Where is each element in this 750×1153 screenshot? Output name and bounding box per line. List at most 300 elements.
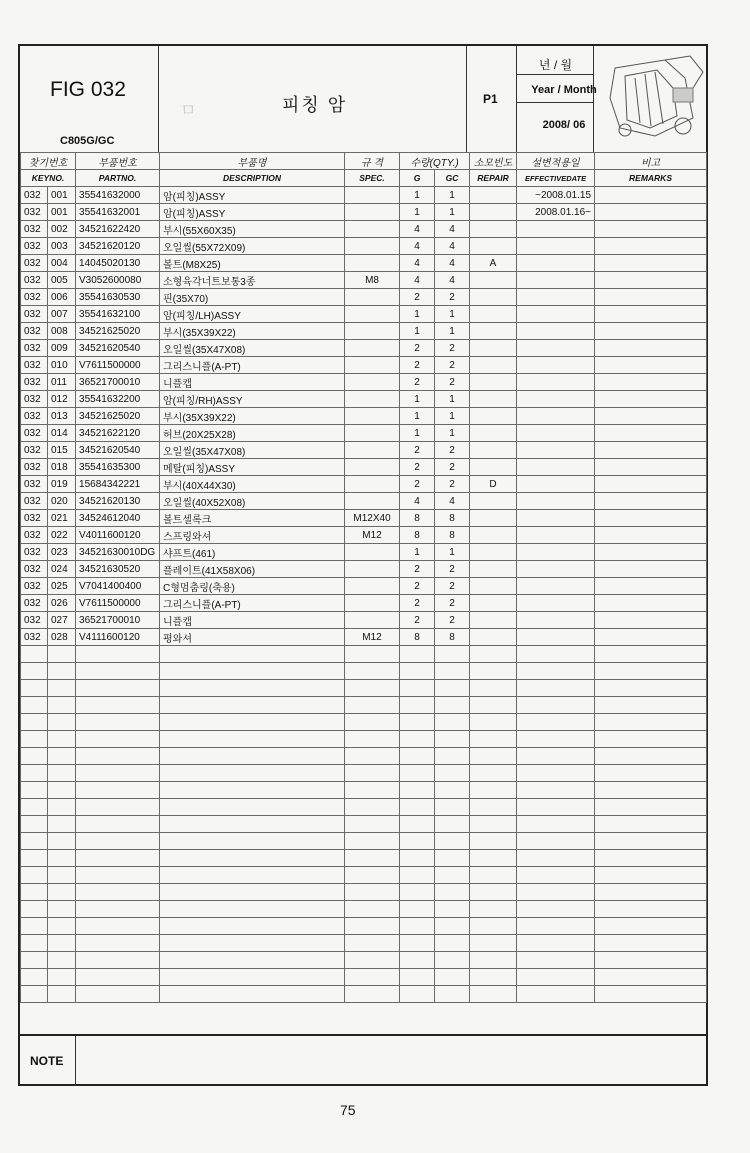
cell-g: [400, 731, 435, 748]
cell-rem: [595, 901, 707, 918]
blank-row: [21, 867, 707, 884]
cell-spec: [345, 238, 400, 255]
cell-eff: [517, 272, 595, 289]
blank-row: [21, 697, 707, 714]
cell-g: [400, 935, 435, 952]
cell-spec: [345, 306, 400, 323]
col-rem-kr: 비고: [595, 153, 707, 170]
cell-eff: [517, 714, 595, 731]
cell-desc: [160, 731, 345, 748]
col-qty-kr: 수량(QTY.): [400, 153, 470, 170]
cell-gc: 4: [435, 272, 470, 289]
col-partno-kr: 부품번호: [76, 153, 160, 170]
cell-repair: D: [470, 476, 517, 493]
cell-key: 001: [48, 187, 76, 204]
cell-desc: [160, 867, 345, 884]
cell-g: 2: [400, 578, 435, 595]
cell-gc: 2: [435, 595, 470, 612]
cell-repair: [470, 510, 517, 527]
cell-part: 35541630530: [76, 289, 160, 306]
cell-eff: [517, 748, 595, 765]
cell-repair: [470, 561, 517, 578]
cell-part: [76, 867, 160, 884]
cell-desc: 부시(55X60X35): [160, 221, 345, 238]
cell-key: [48, 782, 76, 799]
cell-key: 010: [48, 357, 76, 374]
cell-spec: [345, 663, 400, 680]
cell-gc: 4: [435, 255, 470, 272]
cell-gc: 2: [435, 561, 470, 578]
blank-row: [21, 799, 707, 816]
year-month-en: Year / Month: [531, 84, 597, 96]
cell-eff: [517, 952, 595, 969]
cell-repair: [470, 952, 517, 969]
cell-part: V4011600120: [76, 527, 160, 544]
cell-desc: 암(피칭)ASSY: [160, 204, 345, 221]
cell-rem: [595, 374, 707, 391]
blank-row: [21, 663, 707, 680]
cell-part: [76, 782, 160, 799]
cell-eff: [517, 306, 595, 323]
cell-desc: [160, 935, 345, 952]
cell-rem: [595, 663, 707, 680]
table-row: [21, 340, 707, 357]
cell-spec: [345, 986, 400, 1003]
cell-eff: [517, 578, 595, 595]
cell-g: 2: [400, 357, 435, 374]
cell-gc: 1: [435, 544, 470, 561]
cell-spec: [345, 204, 400, 221]
table-row: [21, 255, 707, 272]
col-desc-en: DESCRIPTION: [160, 170, 345, 187]
cell-part: [76, 714, 160, 731]
cell-part: [76, 986, 160, 1003]
cell-spec: [345, 697, 400, 714]
cell-fig: [21, 748, 48, 765]
col-repair-kr: 소모빈도: [470, 153, 517, 170]
cell-g: 2: [400, 374, 435, 391]
cell-gc: 1: [435, 408, 470, 425]
cell-g: [400, 646, 435, 663]
cell-part: 14045020130: [76, 255, 160, 272]
cell-part: 34521622420: [76, 221, 160, 238]
cell-part: 34524612040: [76, 510, 160, 527]
cell-desc: 허브(20X25X28): [160, 425, 345, 442]
part-group-name: 피칭 암: [282, 95, 348, 115]
cell-repair: [470, 442, 517, 459]
cell-repair: [470, 187, 517, 204]
table-row: [21, 289, 707, 306]
cell-gc: [435, 867, 470, 884]
cell-spec: [345, 578, 400, 595]
cell-key: 028: [48, 629, 76, 646]
col-keyno-kr: 찾기번호: [21, 153, 76, 170]
fig-number: FIG 032: [50, 78, 126, 101]
cell-fig: [21, 816, 48, 833]
col-rem-en: REMARKS: [595, 170, 707, 187]
cell-gc: [435, 697, 470, 714]
cell-part: [76, 935, 160, 952]
cell-key: 001: [48, 204, 76, 221]
cell-desc: 오일씰(35X47X08): [160, 442, 345, 459]
blank-row: [21, 748, 707, 765]
cell-gc: 2: [435, 340, 470, 357]
cell-desc: [160, 748, 345, 765]
cell-gc: 2: [435, 459, 470, 476]
cell-fig: [21, 952, 48, 969]
cell-eff: [517, 765, 595, 782]
cell-desc: C형멈춤링(축용): [160, 578, 345, 595]
bleed-through-text: ㅁ: [180, 101, 197, 120]
cell-key: [48, 765, 76, 782]
cell-g: [400, 680, 435, 697]
table-row: [21, 510, 707, 527]
cell-desc: [160, 782, 345, 799]
cell-g: 1: [400, 306, 435, 323]
cell-g: [400, 748, 435, 765]
cell-rem: [595, 748, 707, 765]
cell-repair: [470, 901, 517, 918]
cell-eff: [517, 357, 595, 374]
cell-desc: [160, 952, 345, 969]
cell-eff: [517, 595, 595, 612]
cell-part: [76, 663, 160, 680]
table-row: [21, 323, 707, 340]
cell-eff: [517, 323, 595, 340]
cell-fig: [21, 782, 48, 799]
cell-spec: [345, 255, 400, 272]
cell-rem: [595, 952, 707, 969]
cell-gc: [435, 799, 470, 816]
cell-fig: 032: [21, 544, 48, 561]
cell-rem: [595, 935, 707, 952]
cell-part: 34521620130: [76, 493, 160, 510]
cell-eff: [517, 544, 595, 561]
cell-repair: [470, 340, 517, 357]
cell-gc: [435, 918, 470, 935]
cell-repair: [470, 748, 517, 765]
cell-desc: 암(피칭/LH)ASSY: [160, 306, 345, 323]
table-row: [21, 391, 707, 408]
cell-part: 34521630010DG: [76, 544, 160, 561]
cell-fig: 032: [21, 204, 48, 221]
blank-row: [21, 765, 707, 782]
cell-eff: [517, 697, 595, 714]
cell-key: 021: [48, 510, 76, 527]
cell-fig: [21, 986, 48, 1003]
issue-date: 2008/ 06: [542, 119, 586, 131]
cell-desc: [160, 697, 345, 714]
cell-part: V7611500000: [76, 357, 160, 374]
cell-rem: [595, 918, 707, 935]
cell-fig: 032: [21, 255, 48, 272]
cell-eff: [517, 561, 595, 578]
cell-g: [400, 901, 435, 918]
cell-rem: [595, 323, 707, 340]
cell-key: 012: [48, 391, 76, 408]
cell-gc: [435, 816, 470, 833]
cell-g: [400, 714, 435, 731]
cell-gc: 8: [435, 629, 470, 646]
cell-eff: [517, 680, 595, 697]
cell-desc: 그리스니플(A-PT): [160, 595, 345, 612]
cell-rem: [595, 969, 707, 986]
cell-fig: 032: [21, 510, 48, 527]
blank-row: [21, 935, 707, 952]
cell-part: V4111600120: [76, 629, 160, 646]
cell-gc: [435, 748, 470, 765]
cell-spec: [345, 357, 400, 374]
cell-part: [76, 680, 160, 697]
cell-repair: [470, 493, 517, 510]
cell-spec: [345, 459, 400, 476]
cell-rem: [595, 408, 707, 425]
cell-fig: 032: [21, 323, 48, 340]
parts-list-sheet: [18, 44, 708, 1086]
cell-spec: [345, 901, 400, 918]
cell-rem: [595, 357, 707, 374]
col-partno-en: PARTNO.: [76, 170, 160, 187]
cell-fig: 032: [21, 578, 48, 595]
cell-part: 34521620540: [76, 442, 160, 459]
cell-eff: [517, 850, 595, 867]
cell-repair: [470, 782, 517, 799]
cell-key: 020: [48, 493, 76, 510]
cell-desc: [160, 816, 345, 833]
cell-g: 4: [400, 493, 435, 510]
cell-eff: [517, 221, 595, 238]
blank-row: [21, 918, 707, 935]
cell-eff: [517, 629, 595, 646]
cell-key: [48, 799, 76, 816]
cell-key: 022: [48, 527, 76, 544]
cell-fig: [21, 884, 48, 901]
cell-gc: 2: [435, 612, 470, 629]
cell-key: [48, 646, 76, 663]
cell-desc: 플레이트(41X58X06): [160, 561, 345, 578]
cell-fig: [21, 833, 48, 850]
cell-eff: [517, 527, 595, 544]
cell-eff: [517, 969, 595, 986]
cell-desc: 볼트(M8X25): [160, 255, 345, 272]
cell-desc: [160, 901, 345, 918]
cell-rem: [595, 493, 707, 510]
cell-repair: [470, 357, 517, 374]
cell-rem: [595, 289, 707, 306]
cell-gc: [435, 680, 470, 697]
cell-desc: 샤프트(461): [160, 544, 345, 561]
cell-fig: [21, 867, 48, 884]
table-row: [21, 204, 707, 221]
cell-repair: [470, 918, 517, 935]
table-row: [21, 187, 707, 204]
table-row: [21, 221, 707, 238]
cell-desc: [160, 765, 345, 782]
cell-spec: [345, 918, 400, 935]
cell-eff: [517, 374, 595, 391]
cell-spec: M12X40: [345, 510, 400, 527]
cell-desc: 볼트셀록크: [160, 510, 345, 527]
cell-key: 027: [48, 612, 76, 629]
cell-g: [400, 663, 435, 680]
cell-eff: [517, 289, 595, 306]
table-row: [21, 544, 707, 561]
cell-g: 2: [400, 442, 435, 459]
cell-g: [400, 952, 435, 969]
cell-gc: [435, 901, 470, 918]
table-row: [21, 238, 707, 255]
cell-spec: [345, 850, 400, 867]
cell-part: 34521630520: [76, 561, 160, 578]
cell-fig: [21, 969, 48, 986]
cell-desc: [160, 646, 345, 663]
cell-desc: 핀(35X70): [160, 289, 345, 306]
cell-gc: 1: [435, 204, 470, 221]
cell-key: 025: [48, 578, 76, 595]
cell-g: 2: [400, 595, 435, 612]
table-row: [21, 629, 707, 646]
cell-gc: 1: [435, 425, 470, 442]
cell-spec: [345, 187, 400, 204]
cell-fig: 032: [21, 221, 48, 238]
table-row: [21, 408, 707, 425]
cell-part: [76, 748, 160, 765]
cell-g: 1: [400, 323, 435, 340]
blank-row: [21, 731, 707, 748]
table-row: [21, 595, 707, 612]
cell-spec: [345, 731, 400, 748]
cell-rem: [595, 884, 707, 901]
cell-spec: [345, 595, 400, 612]
cell-gc: [435, 714, 470, 731]
cell-rem: [595, 646, 707, 663]
cell-part: [76, 901, 160, 918]
table-row: [21, 374, 707, 391]
cell-gc: 2: [435, 357, 470, 374]
cell-key: [48, 714, 76, 731]
cell-g: [400, 986, 435, 1003]
cell-eff: ~2008.01.15: [517, 187, 595, 204]
cell-gc: 1: [435, 306, 470, 323]
cell-repair: [470, 289, 517, 306]
cell-g: 4: [400, 221, 435, 238]
parts-table: [20, 152, 707, 1003]
cell-key: 026: [48, 595, 76, 612]
cell-desc: [160, 918, 345, 935]
cell-rem: [595, 816, 707, 833]
cell-spec: [345, 561, 400, 578]
cell-fig: 032: [21, 459, 48, 476]
cell-gc: [435, 969, 470, 986]
cell-eff: [517, 442, 595, 459]
cell-rem: [595, 425, 707, 442]
cell-gc: 4: [435, 238, 470, 255]
cell-rem: [595, 680, 707, 697]
cell-key: 011: [48, 374, 76, 391]
cell-eff: [517, 884, 595, 901]
cell-part: 34521622120: [76, 425, 160, 442]
cell-fig: 032: [21, 476, 48, 493]
note-label: NOTE: [30, 1054, 64, 1068]
blank-row: [21, 850, 707, 867]
cell-repair: [470, 714, 517, 731]
cell-repair: [470, 323, 517, 340]
cell-fig: [21, 663, 48, 680]
col-spec-en: SPEC.: [345, 170, 400, 187]
blank-row: [21, 714, 707, 731]
cell-fig: 032: [21, 408, 48, 425]
blank-row: [21, 680, 707, 697]
cell-rem: [595, 986, 707, 1003]
cell-fig: 032: [21, 272, 48, 289]
cell-key: 005: [48, 272, 76, 289]
table-row: [21, 306, 707, 323]
cell-spec: [345, 833, 400, 850]
cell-eff: [517, 612, 595, 629]
blank-row: [21, 646, 707, 663]
cell-g: [400, 782, 435, 799]
cell-key: 007: [48, 306, 76, 323]
cell-gc: [435, 935, 470, 952]
cell-desc: 오일씰(35X47X08): [160, 340, 345, 357]
cell-gc: [435, 850, 470, 867]
cell-g: [400, 833, 435, 850]
harvester-illustration-icon: [595, 48, 710, 142]
cell-g: 4: [400, 255, 435, 272]
cell-g: 8: [400, 629, 435, 646]
cell-rem: [595, 714, 707, 731]
blank-row: [21, 833, 707, 850]
cell-g: [400, 765, 435, 782]
cell-eff: [517, 238, 595, 255]
cell-spec: M12: [345, 527, 400, 544]
cell-desc: 니플캡: [160, 612, 345, 629]
cell-key: [48, 901, 76, 918]
cell-rem: [595, 782, 707, 799]
cell-fig: 032: [21, 187, 48, 204]
cell-g: 2: [400, 561, 435, 578]
cell-spec: [345, 782, 400, 799]
cell-spec: [345, 374, 400, 391]
cell-eff: [517, 476, 595, 493]
cell-gc: [435, 782, 470, 799]
cell-desc: 그리스니플(A-PT): [160, 357, 345, 374]
cell-g: [400, 918, 435, 935]
cell-rem: [595, 391, 707, 408]
cell-fig: 032: [21, 306, 48, 323]
cell-rem: [595, 850, 707, 867]
cell-spec: [345, 680, 400, 697]
cell-g: 8: [400, 527, 435, 544]
cell-g: 1: [400, 544, 435, 561]
cell-desc: 암(피칭)ASSY: [160, 187, 345, 204]
cell-rem: [595, 595, 707, 612]
table-row: [21, 527, 707, 544]
blank-row: [21, 952, 707, 969]
cell-key: 013: [48, 408, 76, 425]
cell-part: 34521625020: [76, 323, 160, 340]
cell-desc: 부시(40X44X30): [160, 476, 345, 493]
cell-spec: [345, 340, 400, 357]
table-row: [21, 442, 707, 459]
cell-spec: [345, 442, 400, 459]
cell-fig: 032: [21, 595, 48, 612]
blank-row: [21, 986, 707, 1003]
cell-eff: 2008.01.16~: [517, 204, 595, 221]
cell-eff: [517, 663, 595, 680]
col-desc-kr: 부품명: [160, 153, 345, 170]
cell-desc: [160, 680, 345, 697]
